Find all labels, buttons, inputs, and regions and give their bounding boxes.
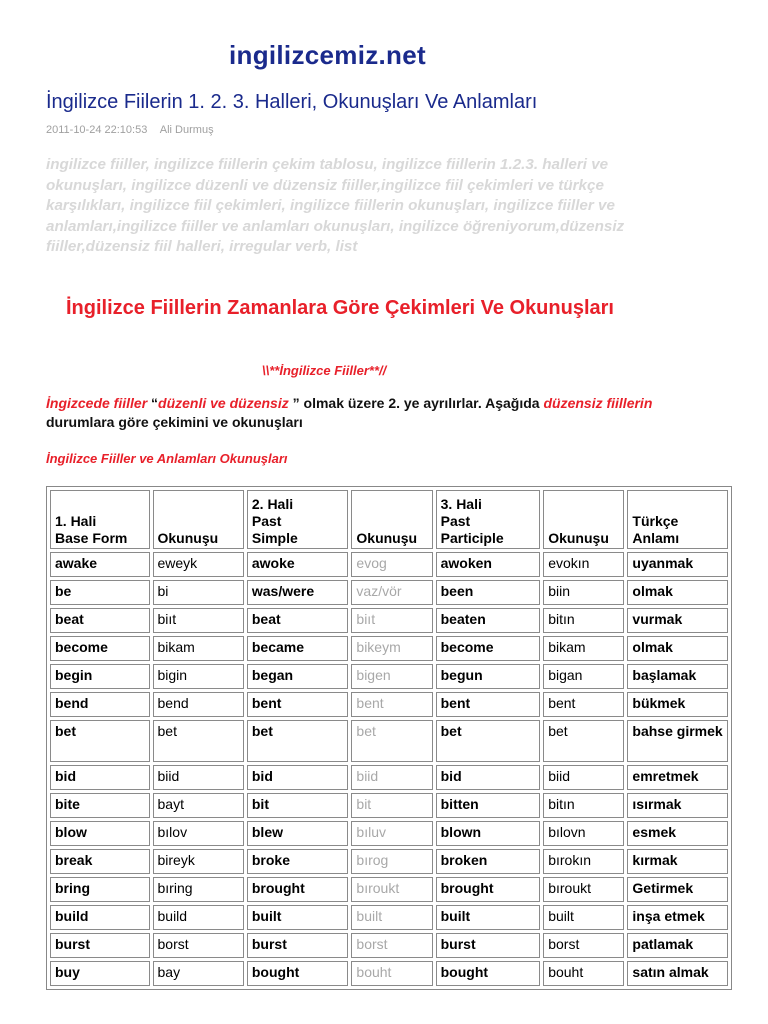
cell-past-simple: bit <box>247 793 349 818</box>
cell-pronunciation: bay <box>153 961 244 986</box>
header-past-participle: 3. Hali Past Participle <box>436 490 541 549</box>
table-row <box>50 849 728 874</box>
table-row <box>50 765 728 790</box>
cell-base-form: build <box>50 905 150 930</box>
cell-past-participle: brought <box>436 877 541 902</box>
cell-pronunciation: biid <box>351 765 432 790</box>
cell-pronunciation: borst <box>543 933 624 958</box>
table-row <box>50 720 728 762</box>
cell-pronunciation: built <box>351 905 432 930</box>
cell-past-simple: brought <box>247 877 349 902</box>
cell-turkish-meaning: kırmak <box>627 849 728 874</box>
cell-turkish-meaning: patlamak <box>627 933 728 958</box>
table-row <box>50 636 728 661</box>
cell-base-form: burst <box>50 933 150 958</box>
cell-turkish-meaning: vurmak <box>627 608 728 633</box>
table-row <box>50 961 728 986</box>
cell-pronunciation: built <box>543 905 624 930</box>
cell-past-participle: become <box>436 636 541 661</box>
intro-paragraph <box>46 394 686 432</box>
cell-base-form: be <box>50 580 150 605</box>
cell-pronunciation: bikam <box>153 636 244 661</box>
cell-past-participle: bet <box>436 720 541 762</box>
cell-pronunciation: bıluv <box>351 821 432 846</box>
cell-pronunciation: bigan <box>543 664 624 689</box>
cell-pronunciation: borst <box>351 933 432 958</box>
cell-past-participle: broken <box>436 849 541 874</box>
intro-text: “ <box>147 395 159 411</box>
cell-pronunciation: bet <box>351 720 432 762</box>
cell-pronunciation: bırokın <box>543 849 624 874</box>
cell-base-form: bring <box>50 877 150 902</box>
cell-past-participle: begun <box>436 664 541 689</box>
cell-past-simple: began <box>247 664 349 689</box>
cell-pronunciation: bireyk <box>153 849 244 874</box>
site-title[interactable]: ingilizcemiz.net <box>229 40 426 70</box>
header-past-simple: 2. Hali Past Simple <box>247 490 349 549</box>
cell-pronunciation: bit <box>351 793 432 818</box>
intro-highlight: düzenli ve düzensiz <box>158 395 289 411</box>
cell-turkish-meaning: satın almak <box>627 961 728 986</box>
table-row <box>50 692 728 717</box>
cell-pronunciation: bikam <box>543 636 624 661</box>
cell-past-simple: bent <box>247 692 349 717</box>
cell-pronunciation: biıt <box>351 608 432 633</box>
cell-pronunciation: bikeym <box>351 636 432 661</box>
table-row <box>50 664 728 689</box>
cell-pronunciation: bet <box>153 720 244 762</box>
table-row <box>50 905 728 930</box>
cell-turkish-meaning: uyanmak <box>627 552 728 577</box>
intro-text: ” olmak üzere 2. ye ayrılırlar. Aşağıda <box>288 395 544 411</box>
cell-past-simple: became <box>247 636 349 661</box>
cell-pronunciation: bigin <box>153 664 244 689</box>
cell-turkish-meaning: bahse girmek <box>627 720 728 762</box>
cell-pronunciation: bi <box>153 580 244 605</box>
list-heading: İngilizce Fiiller ve Anlamları Okunuşları <box>46 451 288 466</box>
header-pronunciation: Okunuşu <box>153 490 244 549</box>
cell-pronunciation: bigen <box>351 664 432 689</box>
cell-base-form: break <box>50 849 150 874</box>
cell-past-participle: beaten <box>436 608 541 633</box>
cell-pronunciation: build <box>153 905 244 930</box>
cell-pronunciation: biid <box>543 765 624 790</box>
post-date: 2011-10-24 22:10:53 <box>46 124 148 136</box>
cell-turkish-meaning: olmak <box>627 580 728 605</box>
intro-highlight: İngizcede fiiller <box>46 395 148 411</box>
cell-turkish-meaning: inşa etmek <box>627 905 728 930</box>
cell-base-form: bid <box>50 765 150 790</box>
cell-pronunciation: bıring <box>153 877 244 902</box>
cell-base-form: become <box>50 636 150 661</box>
cell-base-form: bite <box>50 793 150 818</box>
section-heading: İngilizce Fiillerin Zamanlara Göre Çekimleri Ve Okunuşları <box>66 297 614 319</box>
cell-pronunciation: bent <box>351 692 432 717</box>
post-meta <box>46 124 224 136</box>
cell-pronunciation: bitın <box>543 608 624 633</box>
cell-pronunciation: eweyk <box>153 552 244 577</box>
cell-pronunciation: bıroukt <box>543 877 624 902</box>
cell-pronunciation: evog <box>351 552 432 577</box>
cell-base-form: blow <box>50 821 150 846</box>
cell-past-simple: bought <box>247 961 349 986</box>
cell-pronunciation: bırog <box>351 849 432 874</box>
cell-past-participle: built <box>436 905 541 930</box>
post-tags: ingilizce fiiller, ingilizce fiillerin çekim tablosu, ingilizce fiillerin 1.2.3. halleri ve okunuşları, ingilizce düzenli ve düzensiz fiiller,ingilizce fiil çekimleri ve türkçe karşılıkları, ingilizce fiil çekimleri, ingilizce fiillerin okunuşları, ingilizce fiiller ve anlamları,ingilizce fiiller ve anlamları okunuşları, ingilizce öğreniyorum,düzensiz fiiller,düzensiz fiil halleri, irregular verb, list <box>46 156 625 256</box>
cell-base-form: buy <box>50 961 150 986</box>
cell-past-simple: bet <box>247 720 349 762</box>
cell-past-simple: bid <box>247 765 349 790</box>
cell-pronunciation: biin <box>543 580 624 605</box>
cell-turkish-meaning: emretmek <box>627 765 728 790</box>
cell-pronunciation: bılovn <box>543 821 624 846</box>
cell-base-form: begin <box>50 664 150 689</box>
cell-turkish-meaning: olmak <box>627 636 728 661</box>
cell-turkish-meaning: başlamak <box>627 664 728 689</box>
cell-pronunciation: bet <box>543 720 624 762</box>
header-turkish-meaning: Türkçe Anlamı <box>627 490 728 549</box>
cell-turkish-meaning: bükmek <box>627 692 728 717</box>
cell-pronunciation: bend <box>153 692 244 717</box>
cell-pronunciation: bouht <box>543 961 624 986</box>
cell-base-form: bet <box>50 720 150 762</box>
header-pronunciation: Okunuşu <box>351 490 432 549</box>
cell-pronunciation: bayt <box>153 793 244 818</box>
cell-past-participle: bid <box>436 765 541 790</box>
table-header-row <box>50 490 728 549</box>
cell-pronunciation: biıt <box>153 608 244 633</box>
cell-past-simple: blew <box>247 821 349 846</box>
cell-pronunciation: bıroukt <box>351 877 432 902</box>
intro-highlight: düzensiz fiillerin <box>543 395 653 411</box>
cell-turkish-meaning: Getirmek <box>627 877 728 902</box>
cell-past-participle: blown <box>436 821 541 846</box>
cell-past-simple: awoke <box>247 552 349 577</box>
cell-past-participle: burst <box>436 933 541 958</box>
cell-pronunciation: bılov <box>153 821 244 846</box>
table-row <box>50 552 728 577</box>
cell-past-simple: burst <box>247 933 349 958</box>
cell-past-participle: bought <box>436 961 541 986</box>
post-author[interactable]: Ali Durmuş <box>159 124 214 136</box>
cell-past-participle: awoken <box>436 552 541 577</box>
cell-pronunciation: bitın <box>543 793 624 818</box>
cell-past-participle: bitten <box>436 793 541 818</box>
header-base-form: 1. Hali Base Form <box>50 490 150 549</box>
table-row <box>50 793 728 818</box>
table-row <box>50 580 728 605</box>
cell-pronunciation: evokın <box>543 552 624 577</box>
post-title[interactable]: İngilizce Fiilerin 1. 2. 3. Halleri, Okunuşları Ve Anlamları <box>46 91 538 113</box>
table-row <box>50 933 728 958</box>
section-subheading: \\**İngilizce Fiiller**// <box>262 363 387 378</box>
cell-past-simple: was/were <box>247 580 349 605</box>
cell-past-simple: built <box>247 905 349 930</box>
cell-pronunciation: bouht <box>351 961 432 986</box>
cell-pronunciation: biid <box>153 765 244 790</box>
table-row <box>50 821 728 846</box>
table-row <box>50 608 728 633</box>
intro-text: durumlara göre çekimini ve okunuşları <box>46 414 303 430</box>
cell-past-simple: broke <box>247 849 349 874</box>
cell-turkish-meaning: ısırmak <box>627 793 728 818</box>
cell-base-form: bend <box>50 692 150 717</box>
cell-past-simple: beat <box>247 608 349 633</box>
verb-table <box>46 486 732 990</box>
cell-pronunciation: bent <box>543 692 624 717</box>
cell-pronunciation: borst <box>153 933 244 958</box>
cell-turkish-meaning: esmek <box>627 821 728 846</box>
cell-past-participle: bent <box>436 692 541 717</box>
cell-base-form: awake <box>50 552 150 577</box>
header-pronunciation: Okunuşu <box>543 490 624 549</box>
cell-base-form: beat <box>50 608 150 633</box>
table-row <box>50 877 728 902</box>
cell-pronunciation: vaz/vör <box>351 580 432 605</box>
cell-past-participle: been <box>436 580 541 605</box>
